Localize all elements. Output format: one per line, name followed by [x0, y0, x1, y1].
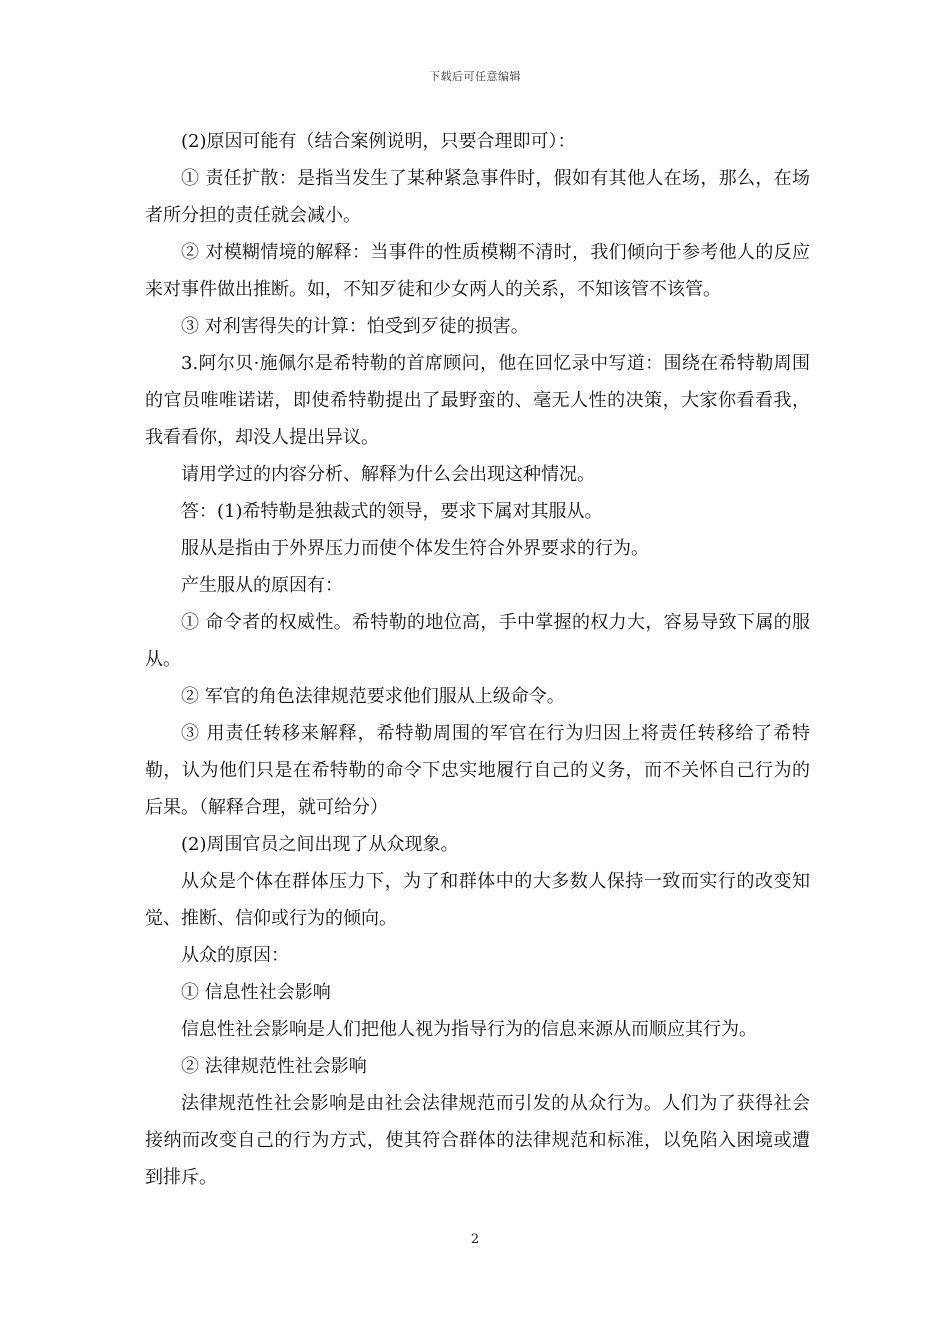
paragraph-informational-influence: 信息性社会影响是人们把他人视为指导行为的信息来源从而顺应其行为。 [181, 1019, 757, 1040]
paragraph-responsibility-transfer: ③ 用责任转移来解释，希特勒周围的军官在行为归因上将责任转移给了希特勒，认为他们只是在希特勒的命令下忠实地履行自己的义务，而不关怀自己行为的后果。（解释合理，就可给分） [145, 723, 810, 818]
paragraph-conformity-definition: 从众是个体在群体压力下，为了和群体中的大多数人保持一致而实行的改变知觉、推断、信仰或行为的倾向。 [145, 871, 810, 929]
paragraph-answer-1: 答：(1)希特勒是独裁式的领导，要求下属对其服从。 [181, 501, 603, 522]
page-number: 2 [470, 1232, 480, 1247]
paragraph-question-prompt: 请用学过的内容分析、解释为什么会出现这种情况。 [181, 464, 595, 485]
paragraph-cost-benefit: ③ 对利害得失的计算：怕受到歹徒的损害。 [181, 316, 529, 337]
paragraph-informational-influence-heading: ① 信息性社会影响 [181, 982, 331, 1003]
paragraph-normative-influence: 法律规范性社会影响是由社会法律规范而引发的从众行为。人们为了获得社会接纳而改变自己的行为方式，使其符合群体的法律规范和标准，以免陷入困境或遭到排斥。 [145, 1093, 810, 1188]
paragraph-question-3: 3.阿尔贝·施佩尔是希特勒的首席顾问，他在回忆录中写道：围绕在希特勒周围的官员唯唯诺诺，即使希特勒提出了最野蛮的、毫无人性的决策，大家你看看我，我看看你，却没人提出异议。 [145, 353, 810, 448]
paragraph-cause-intro: (2)原因可能有（结合案例说明，只要合理即可）： [181, 131, 576, 152]
page-header: 下载后可任意编辑 [429, 70, 521, 83]
paragraph-conformity-causes: 从众的原因： [181, 945, 289, 966]
paragraph-answer-2: (2)周围官员之间出现了从众现象。 [181, 834, 459, 855]
paragraph-responsibility-diffusion: ① 责任扩散：是指当发生了某种紧急事件时，假如有其他人在场，那么，在场者所分担的责任就会减小。 [145, 168, 810, 226]
paragraph-ambiguous-situation: ② 对模糊情境的解释：当事件的性质模糊不清时，我们倾向于参考他人的反应来对事件做出推断。如，不知歹徒和少女两人的关系，不知该管不该管。 [145, 242, 810, 300]
paragraph-authority: ① 命令者的权威性。希特勒的地位高，手中掌握的权力大，容易导致下属的服从。 [145, 612, 810, 670]
page-content [145, 123, 810, 1196]
paragraph-role-norms: ② 军官的角色法律规范要求他们服从上级命令。 [181, 686, 565, 707]
paragraph-obedience-causes: 产生服从的原因有： [181, 575, 343, 596]
paragraph-obedience-definition: 服从是指由于外界压力而使个体发生符合外界要求的行为。 [181, 538, 649, 559]
paragraph-normative-influence-heading: ② 法律规范性社会影响 [181, 1056, 367, 1077]
